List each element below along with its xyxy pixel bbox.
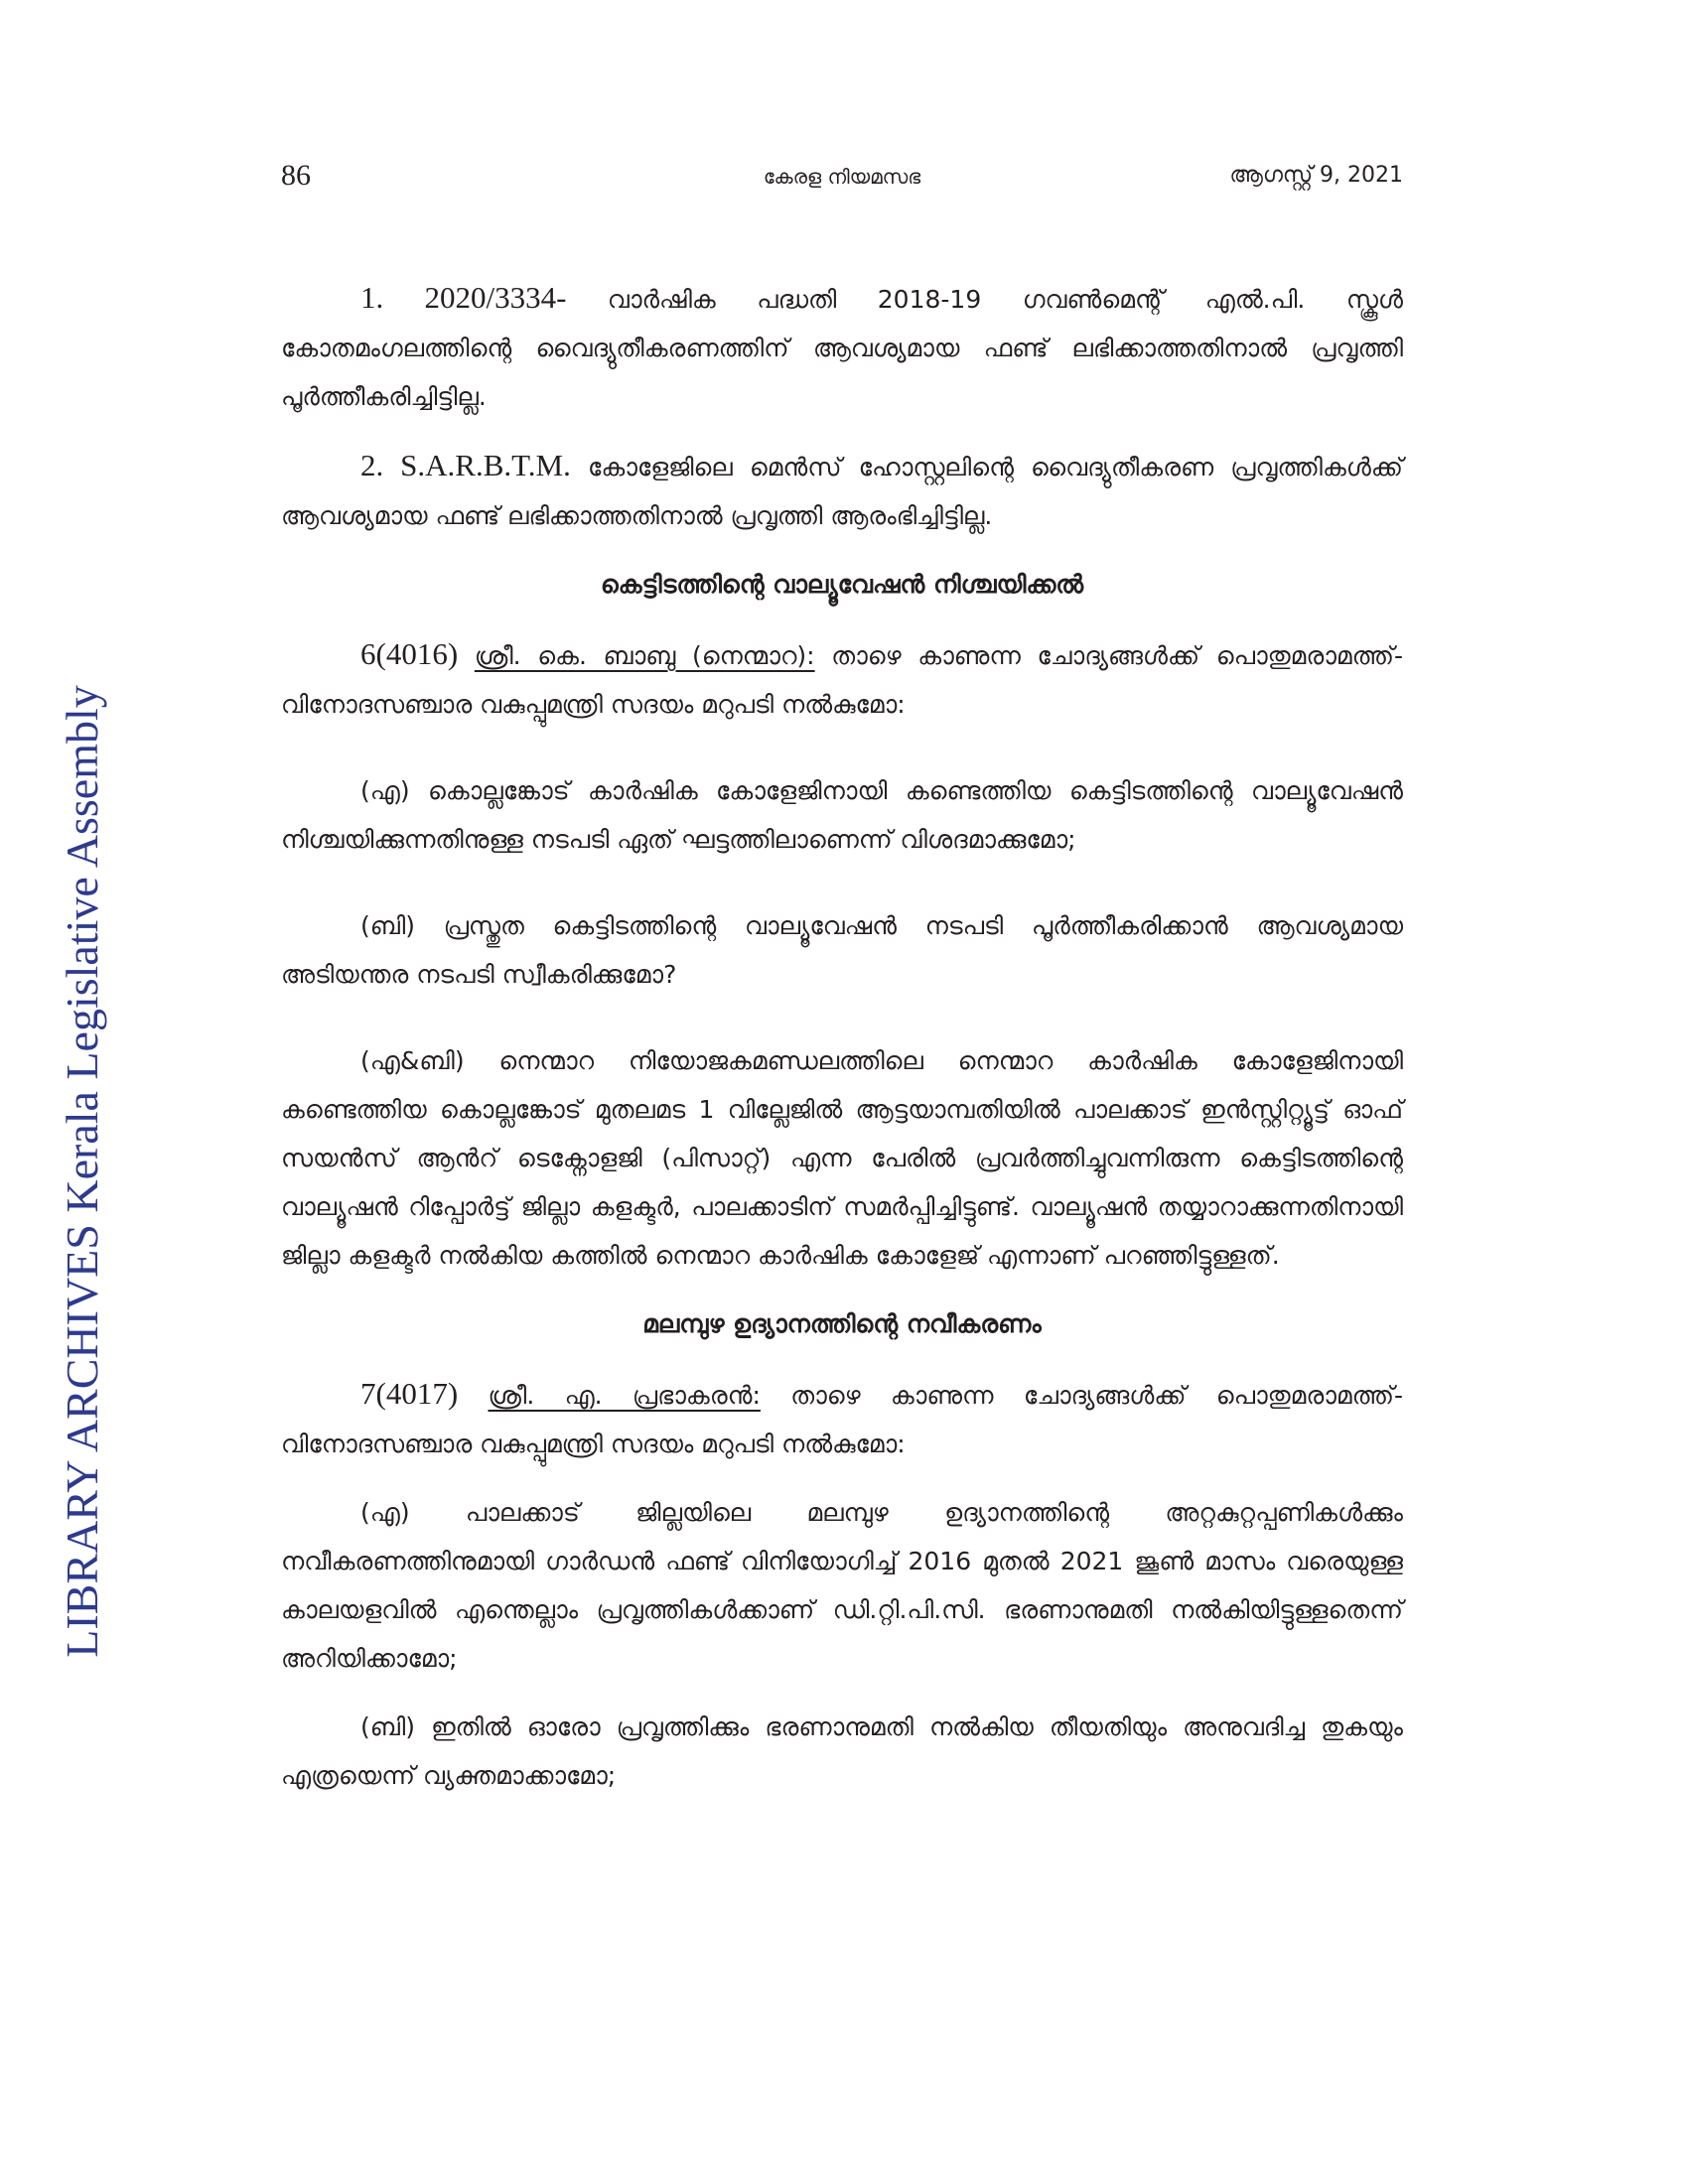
archive-watermark: LIBRARY ARCHIVES Kerala Legislative Assembly	[57, 685, 107, 1658]
question-6-part-b: (ബി) പ്രസ്തുത കെട്ടിടത്തിന്റെ വാല്യൂവേഷൻ നടപടി പൂർത്തീകരിക്കാൻ ആവശ്യമായ അടിയന്തര നടപടി സ്വീകരിക്കുമോ?	[281, 911, 1403, 989]
page-content	[281, 273, 1403, 1800]
question-7-part-b: (ബി) ഇതിൽ ഓരോ പ്രവൃത്തിക്കും ഭരണാനുമതി നൽകിയ തീയതിയും അനുവദിച്ച തുകയും എത്രയെന്ന് വ്യക്തമാക്കാമോ;	[281, 1712, 1403, 1790]
question-6-answer: (എ&ബി) നെന്മാറ നിയോജകമണ്ഡലത്തിലെ നെന്മാറ കാർഷിക കോളേജിനായി കണ്ടെത്തിയ കൊല്ലങ്കോട് മുതലമട 1 വില്ലേജിൽ ആട്ടയാമ്പതിയിൽ പാലക്കാട് ഇൻസ്റ്റിറ്റ്യൂട്ട് ഓഫ് സയൻസ് ആൻറ് ടെക്നോളജി (പിസാറ്റ്) എന്ന പേരിൽ പ്രവർത്തിച്ചുവന്നിരുന്ന കെട്ടിടത്തിന്റെ വാല്യൂഷൻ റിപ്പോർട്ട് ജില്ലാ കളക്ടർ, പാലക്കാടിന് സമർപ്പിച്ചിട്ടുണ്ട്. വാല്യൂഷൻ തയ്യാറാക്കുന്നതിനായി ജില്ലാ കളക്ടർ നൽകിയ കത്തിൽ നെന്മാറ കാർഷിക കോളേജ് എന്നാണ് പറഞ്ഞിട്ടുള്ളത്.	[281, 1046, 1403, 1270]
question-7-number: 7(4017)	[360, 1376, 459, 1411]
page-number: 86	[281, 159, 311, 192]
question-6-intro-text: താഴെ കാണുന്ന ചോദ്യങ്ങൾക്ക് പൊതുമരാമത്ത്-വിനോദസഞ്ചാര വകുപ്പുമന്ത്രി സദയം മറുപടി നൽകുമോ:	[281, 641, 1403, 719]
answer-item	[281, 441, 1403, 540]
question-6-number: 6(4016)	[360, 636, 459, 671]
answer-item	[281, 273, 1403, 421]
question-6-part-a: (എ) കൊല്ലങ്കോട് കാർഷിക കോളേജിനായി കണ്ടെത്തിയ കെട്ടിടത്തിന്റെ വാല്യൂവേഷൻ നിശ്ചയിക്കുന്നതിനുള്ള നടപടി ഏത് ഘട്ടത്തിലാണെന്ന് വിശദമാക്കുമോ;	[281, 776, 1403, 854]
question-6-member: ശ്രീ. കെ. ബാബു (നെന്മാറ):	[474, 641, 815, 670]
question-7-intro	[281, 1369, 1403, 1468]
question-6-heading: കെട്ടിടത്തിന്റെ വാല്യൂവേഷൻ നിശ്ചയിക്കൽ	[600, 570, 1084, 599]
header-date: ആഗസ്റ്റ് 9, 2021	[1229, 163, 1403, 188]
question-6-intro	[281, 629, 1403, 729]
question-7-part-a: (എ) പാലക്കാട് ജില്ലയിലെ മലമ്പുഴ ഉദ്യാനത്തിന്റെ അറ്റകുറ്റപ്പണികൾക്കും നവീകരണത്തിനുമായി ഗാർഡൻ ഫണ്ട് വിനിയോഗിച്ച് 2016 മുതൽ 2021 ജൂൺ മാസം വരെയുള്ള കാലയളവിൽ എന്തെല്ലാം പ്രവൃത്തികൾക്കാണ് ഡി.റ്റി.പി.സി. ഭരണാനുമതി നൽകിയിട്ടുള്ളതെന്ന് അറിയിക്കാമോ;	[281, 1498, 1403, 1673]
page-header	[281, 159, 1403, 208]
question-7-heading: മലമ്പുഴ ഉദ്യാനത്തിന്റെ നവീകരണം	[642, 1309, 1042, 1338]
answer-item-text: കോളേജിലെ മെൻസ് ഹോസ്റ്റലിന്റെ വൈദ്യുതീകരണ പ്രവൃത്തികൾക്ക് ആവശ്യമായ ഫണ്ട് ലഭിക്കാത്തതിനാൽ പ്രവൃത്തി ആരംഭിച്ചിട്ടില്ല.	[281, 453, 1403, 530]
answer-item-number: 1. 2020/3334-	[360, 280, 567, 315]
question-7-intro-text: താഴെ കാണുന്ന ചോദ്യങ്ങൾക്ക് പൊതുമരാമത്ത്-വിനോദസഞ്ചാര വകുപ്പുമന്ത്രി സദയം മറുപടി നൽകുമോ:	[281, 1381, 1404, 1458]
question-7-member: ശ്രീ. എ. പ്രഭാകരൻ:	[488, 1381, 761, 1410]
answer-item-text: വാർഷിക പദ്ധതി 2018-19 ഗവൺമെന്റ് എൽ.പി. സ്കൂൾ കോതമംഗലത്തിന്റെ വൈദ്യുതീകരണത്തിന് ആവശ്യമായ ഫണ്ട് ലഭിക്കാത്തതിനാൽ പ്രവൃത്തി പൂർത്തീകരിച്ചിട്ടില്ല.	[281, 285, 1403, 411]
answer-item-number: 2. S.A.R.B.T.M.	[360, 448, 571, 482]
header-title: കേരള നിയമസഭ	[763, 165, 921, 189]
